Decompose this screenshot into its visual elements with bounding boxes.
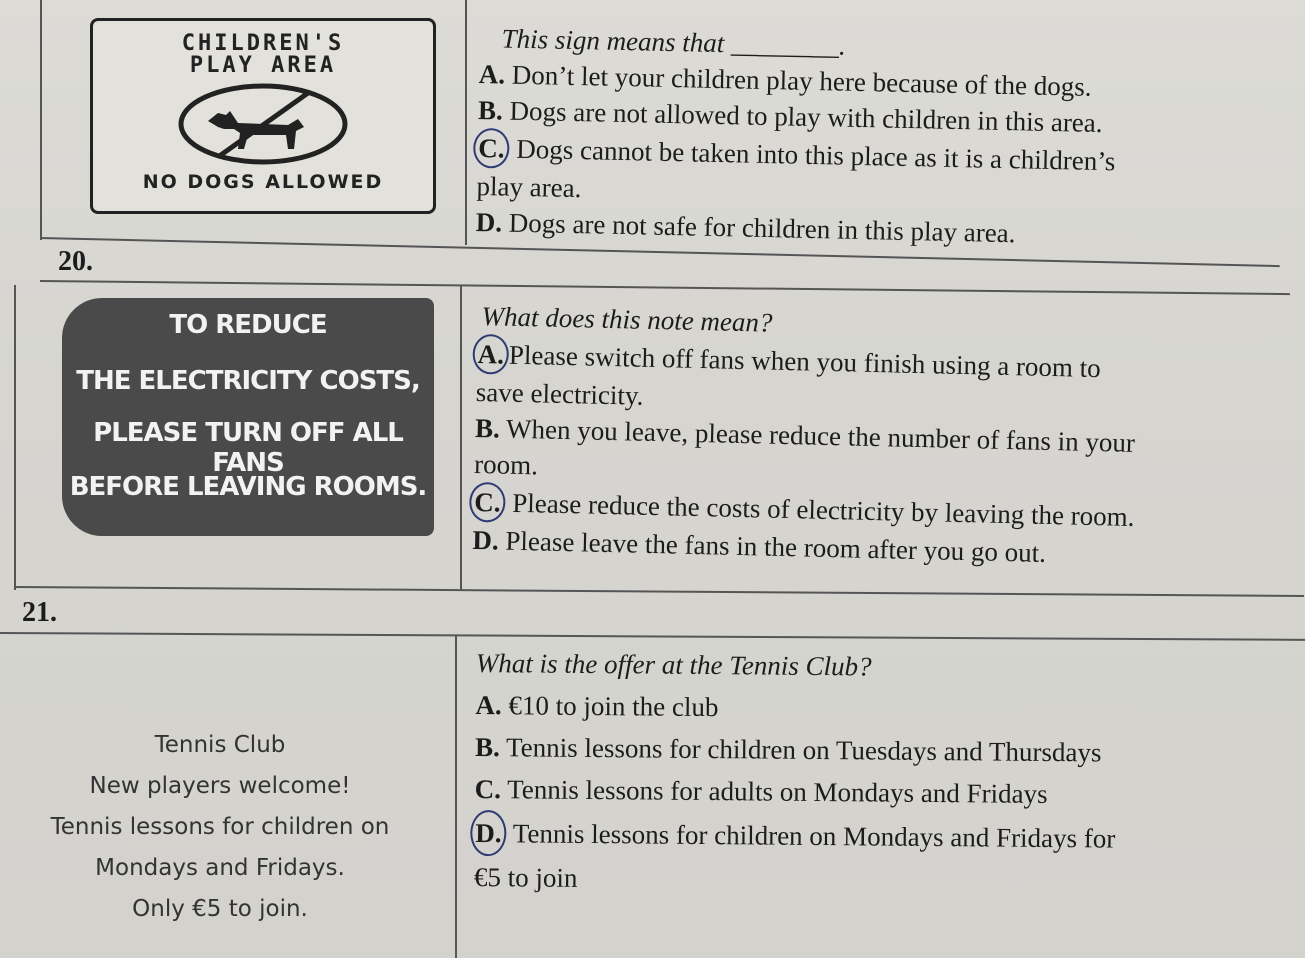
option-b: B. Tennis lessons for children on Tuesdays and Thursdays xyxy=(474,731,1102,768)
question-20-text xyxy=(472,298,1139,573)
option-c: C. Dogs cannot be taken into this place as it is a children’s xyxy=(477,128,1116,181)
option-a: A. Don’t let your children play here because of the dogs. xyxy=(478,58,1092,102)
tennis-club-notice xyxy=(0,725,440,930)
notice-line: New players welcome! xyxy=(89,773,351,799)
question-stem: What is the offer at the Tennis Club? xyxy=(475,647,872,682)
table-edge xyxy=(40,0,42,240)
notice-line: Mondays and Fridays. xyxy=(95,855,345,881)
sign-caption: NO DOGS ALLOWED xyxy=(142,171,384,193)
row-divider xyxy=(0,632,1305,641)
option-c: C. Please reduce the costs of electricity by leaving the room. xyxy=(473,482,1135,537)
column-divider xyxy=(455,635,457,958)
column-divider xyxy=(465,0,467,245)
note-line-1: TO REDUCE xyxy=(169,310,327,340)
note-line-4: BEFORE LEAVING ROOMS. xyxy=(69,472,427,502)
option-c-cont: play area. xyxy=(476,170,582,204)
option-d: D. Please leave the fans in the room after you go out. xyxy=(472,524,1047,568)
question-stem: This sign means that ________. xyxy=(501,23,847,61)
row-divider xyxy=(14,586,1304,597)
no-dogs-sign xyxy=(90,18,436,214)
no-dogs-icon xyxy=(178,83,348,165)
question-stem: What does this note mean? xyxy=(481,301,773,338)
option-b: B. Dogs are not allowed to play with children in this area. xyxy=(477,94,1103,139)
question-19 xyxy=(0,0,1305,280)
sign-title: CHILDREN'S PLAY AREA xyxy=(181,31,345,78)
notice-line: Tennis lessons for children on xyxy=(50,814,390,840)
option-d-cont: €5 to join xyxy=(473,861,578,893)
question-21-text xyxy=(474,642,1117,904)
column-divider xyxy=(460,285,462,590)
option-c: C. Tennis lessons for adults on Mondays and Fridays xyxy=(474,773,1048,809)
note-line-2: THE ELECTRICITY COSTS, xyxy=(76,366,420,396)
option-a: A. €10 to join the club xyxy=(475,689,719,723)
option-b-cont: room. xyxy=(473,448,539,481)
notice-title: Tennis Club xyxy=(154,732,286,758)
option-d: D. Dogs are not safe for children in this play area. xyxy=(475,206,1016,249)
note-line-3: PLEASE TURN OFF ALL FANS xyxy=(93,418,403,478)
row-divider xyxy=(40,280,1290,295)
electricity-note xyxy=(62,298,434,536)
question-20-number: 20. xyxy=(58,246,93,277)
question-19-text xyxy=(475,20,1118,253)
option-a: A. Please switch off fans when you finish using a room to xyxy=(476,334,1138,389)
option-b: B. When you leave, please reduce the number of fans in your xyxy=(474,412,1136,458)
table-edge xyxy=(14,285,16,590)
notice-line: Only €5 to join. xyxy=(132,896,308,922)
option-a-cont: save electricity. xyxy=(475,376,644,411)
option-d: D. Tennis lessons for children on Mondays and Fridays for xyxy=(474,810,1115,862)
question-21-number: 21. xyxy=(22,597,57,628)
